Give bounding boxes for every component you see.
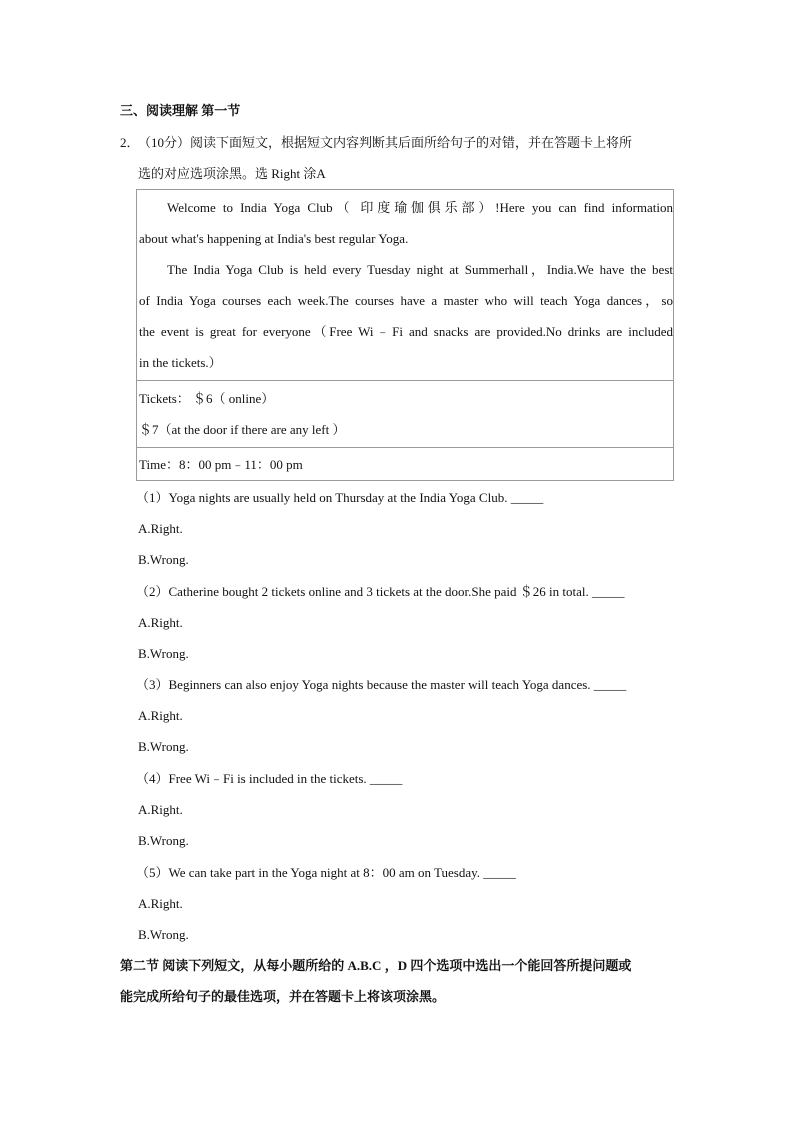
item-1-option-a[interactable]: A.Right. <box>138 521 183 536</box>
passage-table <box>136 189 674 481</box>
item-5-stem: （5）We can take part in the Yoga night at 8：00 am on Tuesday. _____ <box>136 865 516 880</box>
item-3-stem: （3）Beginners can also enjoy Yoga nights because the master will teach Yoga dances. _____ <box>136 677 627 692</box>
passage-p2-line1: The India Yoga Club is held every Tuesday night at Summerhall，India.We have the best <box>167 262 673 277</box>
question-instruction-line2: 选的对应选项涂黑。选 Right 涂A <box>138 166 326 181</box>
tickets-door: ＄7（at the door if there are any left ） <box>139 422 346 437</box>
item-5-option-a[interactable]: A.Right. <box>138 896 183 911</box>
question-instruction-line1: （10分）阅读下面短文，根据短文内容判断其后面所给句子的对错，并在答题卡上将所 <box>138 135 633 150</box>
section-heading: 三、阅读理解 第一节 <box>120 103 241 118</box>
item-4-option-a[interactable]: A.Right. <box>138 802 183 817</box>
passage-p1-line1: Welcome to India Yoga Club（ 印度瑜伽俱乐部）!Here you can find information <box>167 200 673 215</box>
item-4-option-b[interactable]: B.Wrong. <box>138 833 189 848</box>
question-number: 2． <box>120 135 140 150</box>
passage-p2-line2: of India Yoga courses each week.The courses have a master who will teach Yoga dances，so <box>139 293 673 308</box>
item-2-stem: （2）Catherine bought 2 tickets online and 3 tickets at the door.She paid ＄26 in total. _____ <box>136 584 625 599</box>
passage-p2-line3: the event is great for everyone（Free Wi﹣Fi and snacks are provided.No drinks are included <box>139 324 673 339</box>
item-1-option-b[interactable]: B.Wrong. <box>138 552 189 567</box>
item-3-option-b[interactable]: B.Wrong. <box>138 739 189 754</box>
section2-line2: 能完成所给句子的最佳选项，并在答题卡上将该项涂黑。 <box>120 989 446 1004</box>
section2-line1: 第二节 阅读下列短文，从每小题所给的 A.B.C ，D 四个选项中选出一个能回答所提问题或 <box>120 958 632 973</box>
table-divider <box>137 380 673 381</box>
item-4-stem: （4）Free Wi﹣Fi is included in the tickets. _____ <box>136 771 403 786</box>
item-2-option-a[interactable]: A.Right. <box>138 615 183 630</box>
event-time: Time：8：00 pm﹣11：00 pm <box>139 457 303 472</box>
item-2-option-b[interactable]: B.Wrong. <box>138 646 189 661</box>
passage-p2-line4: in the tickets.） <box>139 355 222 370</box>
passage-p1-line2: about what's happening at India's best regular Yoga. <box>139 231 409 246</box>
item-5-option-b[interactable]: B.Wrong. <box>138 927 189 942</box>
item-3-option-a[interactable]: A.Right. <box>138 708 183 723</box>
tickets-online: Tickets： ＄6（ online） <box>139 391 275 406</box>
item-1-stem: （1）Yoga nights are usually held on Thursday at the India Yoga Club. _____ <box>136 490 544 505</box>
table-divider <box>137 447 673 448</box>
